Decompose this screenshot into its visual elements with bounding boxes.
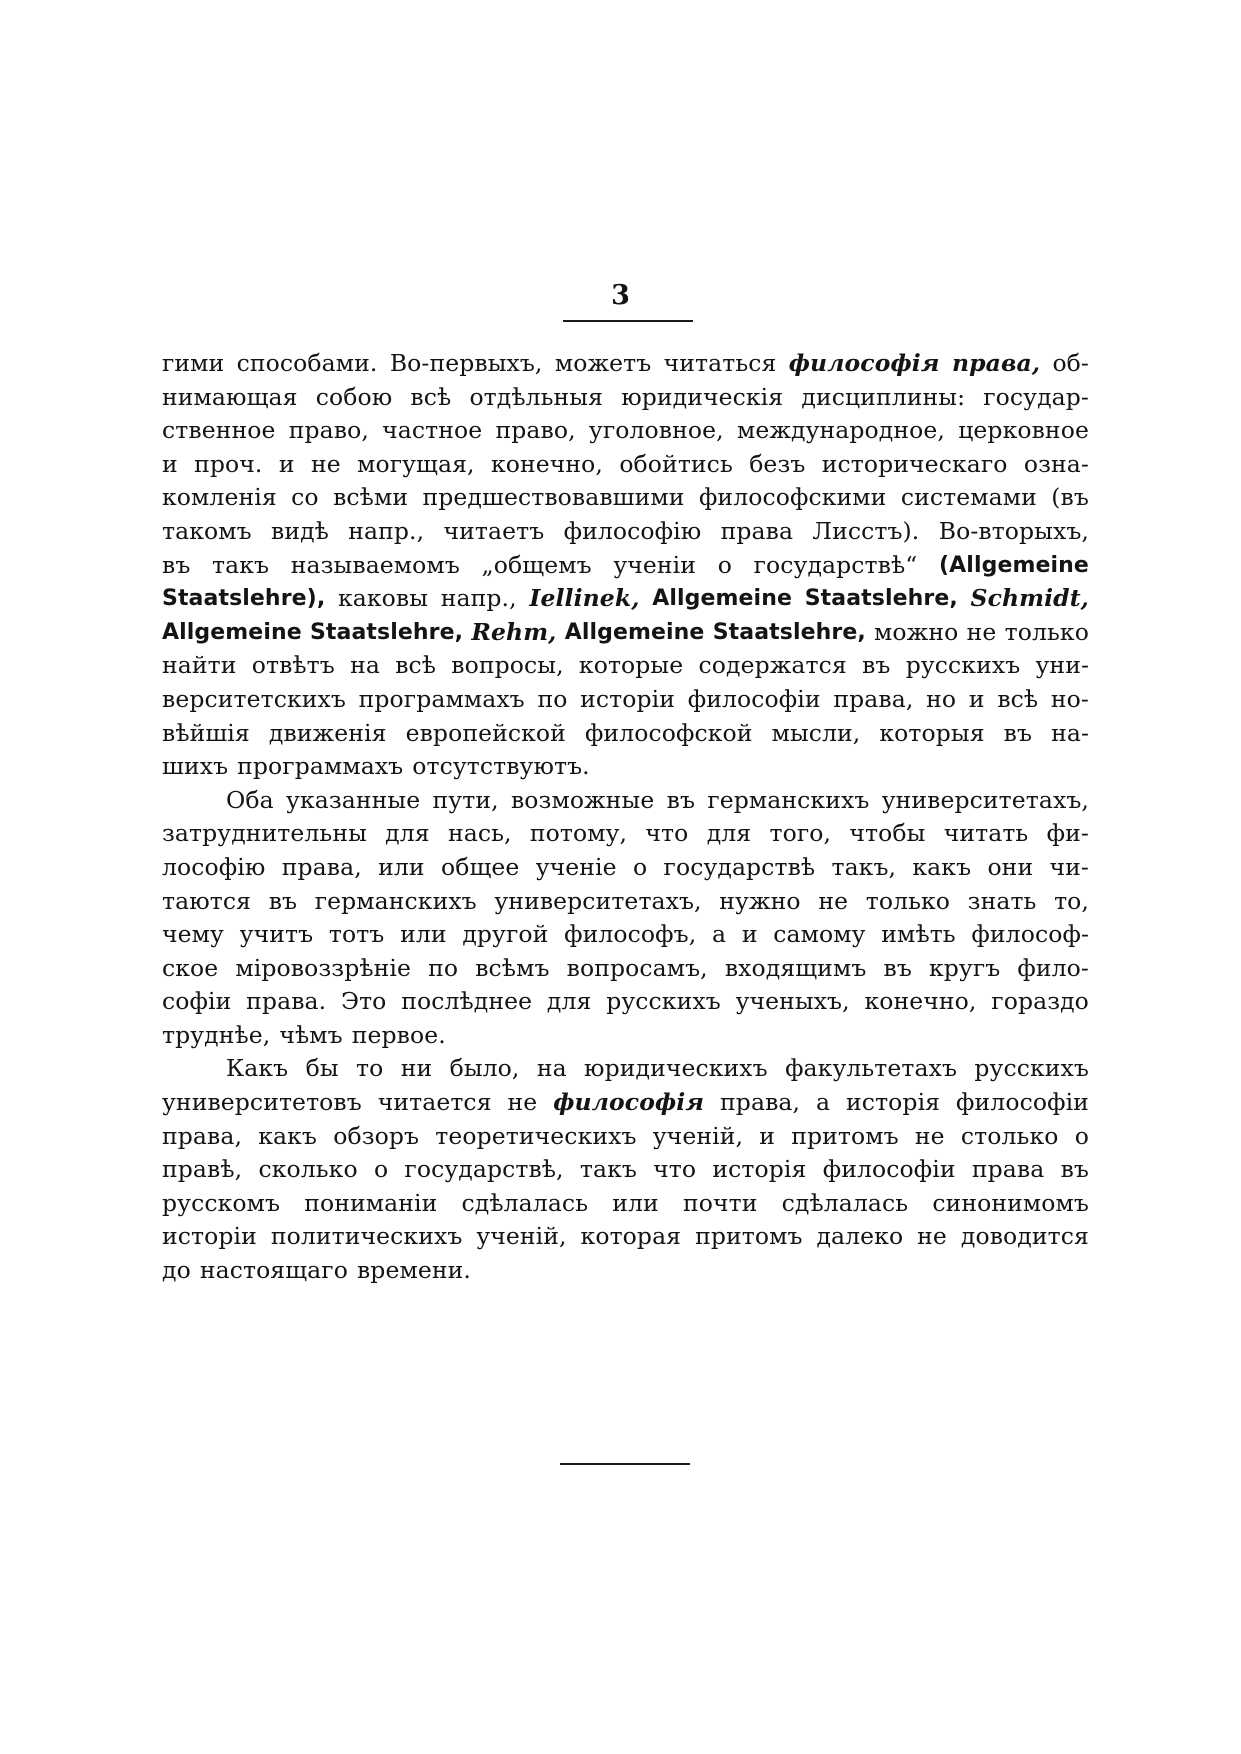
word: не [310,449,341,478]
word: чѣмъ [279,1020,343,1049]
word: для [546,987,592,1016]
text-line [162,1019,1089,1053]
text-line [162,1187,1089,1221]
text-line [162,381,1089,415]
word: Staatslehre), [162,586,326,612]
word: кругъ [928,953,1001,982]
word: по [537,684,568,713]
word: права, [720,1088,801,1117]
word: шихъ [162,752,229,781]
word: которые [578,651,684,680]
word: германскихъ [314,886,477,915]
word: самому [773,920,866,949]
word: отдѣльныя [469,382,604,411]
word: государствѣ [663,852,816,881]
text-line [162,683,1089,717]
word: видѣ [271,516,329,545]
word: уголовное, [588,416,724,445]
word: Rehm, [471,617,557,646]
text-line [162,717,1089,751]
word: найти [162,651,237,680]
word: Allgemeine [564,619,705,645]
word: Allgemeine [162,619,302,645]
word: (Allgemeine [939,552,1089,578]
text-line [162,750,1089,784]
word: на- [1051,718,1089,747]
word: государ- [983,382,1089,411]
footer-rule [560,1463,690,1465]
word: такъ [212,550,270,579]
word: сдѣлалась [781,1188,909,1217]
word: всѣми [333,483,409,512]
word: обзоръ [333,1121,420,1150]
word: о [632,852,648,881]
word: ученій, [652,1121,744,1150]
word: или [612,1188,659,1217]
word: ское [162,953,219,982]
word: гораздо [991,987,1089,1016]
word: и [162,449,178,478]
word: притомъ [791,1121,899,1150]
word: ни [400,1054,433,1083]
word: ученій, [476,1222,567,1251]
word: права [720,516,794,545]
word: всѣмъ [475,953,550,982]
word: юридическихъ [584,1054,768,1083]
word: потому, [529,819,628,848]
text-line [162,885,1089,919]
word: читать [943,819,1029,848]
word: или [378,852,425,881]
word: затруднительны [162,819,367,848]
word: университетовъ [162,1088,362,1117]
word: тотъ [328,920,385,949]
word: только [865,886,951,915]
word: входящимъ [724,953,867,982]
word: но [926,684,957,713]
word: ученіе [535,852,617,881]
word: такомъ [162,516,252,545]
word: времени. [356,1256,471,1285]
word: учитъ [239,920,314,949]
word: права [971,1155,1045,1184]
word: исторія [846,1088,941,1117]
word: русскихъ [974,1054,1089,1083]
word: въ [883,953,912,982]
word: озна- [1023,449,1089,478]
text-line [162,1120,1089,1154]
word: философ- [971,920,1089,949]
word: фило- [1017,953,1089,982]
word: безъ [749,449,806,478]
word: не [917,1222,947,1251]
word: права, [162,1121,243,1150]
word: философіи [687,684,821,713]
word: не [818,886,849,915]
text-line [162,1153,1089,1187]
word: можетъ [554,349,652,377]
word: и [968,684,985,713]
word: философію [563,516,702,545]
word: то [356,1054,384,1083]
word: теоретическихъ [435,1121,637,1150]
word: имѣть [881,920,956,949]
text-line [162,1052,1089,1086]
word: по [428,953,459,982]
word: право, [288,416,369,445]
word: каковы [337,584,429,613]
word: Staatslehre, [804,586,958,612]
word: для [706,819,752,848]
text-line [162,549,1089,583]
text-line [162,649,1089,683]
word: и [759,1121,776,1150]
word: читается [377,1088,492,1117]
word: въ [862,651,891,680]
word: о [717,550,732,579]
word: ученыхъ, [735,987,850,1016]
word: они [987,852,1034,881]
word: философскими [698,483,887,512]
word: нужно [719,886,801,915]
word: читаетъ [443,516,545,545]
word: софіи [162,987,232,1016]
word: читаться [663,349,777,377]
word: историческаго [821,449,1008,478]
word: Во-первыхъ, [389,349,543,377]
word: знать [967,886,1037,915]
word: права, [833,684,914,713]
word: далеко [816,1222,904,1251]
word: всѣ [395,651,437,680]
text-line [162,1086,1089,1120]
header-rule [563,320,693,322]
word: нась, [447,819,512,848]
page-number: 3 [611,280,630,311]
word: то, [1054,886,1089,915]
word: настоящаго [199,1256,348,1285]
word: мысли, [771,718,861,747]
word: а [711,920,727,949]
word: уни- [1035,651,1089,680]
word: можно [874,617,959,646]
word: государствѣ, [404,1155,564,1184]
word: на [536,1054,567,1083]
word: въ [1003,718,1033,747]
word: отсутствуютъ. [412,752,590,781]
word: русскихъ [905,651,1021,680]
word: германскихъ [707,785,870,814]
word: сколько [258,1155,358,1184]
word: Schmidt, [970,584,1089,613]
word: предшествовавшими [422,483,685,512]
word: Allgemeine [652,586,792,612]
word: программахъ [358,684,525,713]
word: пути, [432,785,499,814]
word: притомъ [695,1222,803,1251]
word: какъ [258,1121,317,1150]
word: Staatslehre, [309,619,464,645]
word: не [914,1121,945,1150]
word: частное [382,416,483,445]
word: того, [769,819,832,848]
word: Это [340,987,387,1016]
word: могущая, [357,449,475,478]
word: обойтись [619,449,733,478]
word: дисциплины: [801,382,966,411]
word: движенія [268,718,387,747]
word: юридическія [621,382,784,411]
word: такъ, [831,852,897,881]
word: вопросы, [451,651,564,680]
word: проч. [194,449,263,478]
text-line [162,347,1089,381]
word: но- [1050,684,1089,713]
word: пониманіи [304,1188,438,1217]
word: русскомъ [162,1188,281,1217]
word: отвѣтъ [251,651,335,680]
word: (въ [1051,483,1089,512]
word: что [645,819,689,848]
word: гими [162,349,225,377]
word: комленія [162,483,277,512]
word: послѣднее [401,987,533,1016]
word: возможные [510,785,655,814]
word: которая [580,1222,682,1251]
word: фи- [1046,819,1089,848]
word: философіи [822,1155,956,1184]
word: и [741,920,758,949]
text-line [162,414,1089,448]
word: церковное [958,416,1089,445]
word: на [350,651,380,680]
word: вопросамъ, [566,953,708,982]
word: философіи [956,1088,1089,1117]
word: вѣйшія [162,718,250,747]
word: исторіи [162,1222,257,1251]
word: программахъ [237,752,404,781]
word: права, [281,852,362,881]
word: бы [305,1054,339,1083]
text-line [162,1254,1089,1288]
word: способами. [236,349,378,377]
word: таются [162,886,252,915]
word: не [507,1088,538,1117]
word: напр., [440,584,517,613]
word: что [653,1155,697,1184]
word: права. [246,987,327,1016]
word: ственное [162,416,276,445]
word: другой [462,920,549,949]
word: философія [553,1088,705,1117]
text-line [162,1220,1089,1254]
word: въ [162,550,191,579]
word: международное, [736,416,945,445]
body-text [162,347,1089,1288]
word: которыя [879,718,985,747]
word: политическихъ [270,1222,463,1251]
word: называемомъ [290,550,460,579]
word: до [162,1256,191,1285]
word: философія [788,349,940,377]
word: русскихъ [606,987,721,1016]
word: конечно, [490,449,603,478]
word: чему [162,920,224,949]
word: Staatslehre, [712,619,866,645]
word: въ [268,886,298,915]
word: Iellinek, [529,584,640,613]
word: такъ [579,1155,637,1184]
word: Какъ [226,1054,289,1083]
word: системами [900,483,1037,512]
word: факультетахъ [785,1054,958,1083]
word: сдѣлалась [461,1188,589,1217]
word: синонимомъ [932,1188,1089,1217]
text-line [162,616,1089,650]
word: а [816,1088,831,1117]
word: труднѣе, [162,1020,271,1049]
text-line [162,985,1089,1019]
word: было, [449,1054,520,1083]
text-line [162,817,1089,851]
word: собою [315,382,393,411]
word: ученіи [613,550,697,579]
word: исторіи [580,684,676,713]
word: для [385,819,430,848]
word: университетахъ, [494,886,702,915]
word: со [291,483,319,512]
word: всѣ [997,684,1039,713]
word: право, [495,416,576,445]
word: лософію [162,852,266,881]
word: міровоззрѣніе [235,953,412,982]
word: и [278,449,295,478]
word: нимающая [162,382,298,411]
word: Во-вторыхъ, [938,516,1089,545]
word: или [400,920,447,949]
word: въ [666,785,696,814]
word: исторія [712,1155,807,1184]
text-line [162,851,1089,885]
word: чтобы [849,819,926,848]
word: о [373,1155,389,1184]
text-line [162,582,1089,616]
text-line [162,784,1089,818]
word: первое. [351,1020,446,1049]
text-line [162,515,1089,549]
text-line [162,481,1089,515]
word: об- [1052,349,1089,377]
text-line [162,918,1089,952]
text-line [162,448,1089,482]
word: университетахъ, [881,785,1089,814]
word: философской [584,718,753,747]
word: напр., [348,516,425,545]
word: общее [440,852,520,881]
word: всѣ [410,382,452,411]
word: о [1074,1121,1089,1150]
word: столько [960,1121,1059,1150]
word: Оба [226,785,274,814]
word: правѣ, [162,1155,243,1184]
word: только [1004,617,1089,646]
word: европейской [405,718,566,747]
word: не [966,617,997,646]
word: почти [682,1188,758,1217]
word: чи- [1049,852,1089,881]
word: права, [951,349,1041,377]
word: въ [1060,1155,1089,1184]
text-line [162,952,1089,986]
word: государствѣ“ [753,550,918,579]
word: „общемъ [481,550,592,579]
word: Лисстъ). [812,516,920,545]
word: какъ [912,852,972,881]
word: доводится [960,1222,1089,1251]
word: философъ, [564,920,697,949]
word: верситетскихъ [162,684,346,713]
word: содержатся [698,651,847,680]
word: указанные [286,785,421,814]
word: конечно, [864,987,977,1016]
